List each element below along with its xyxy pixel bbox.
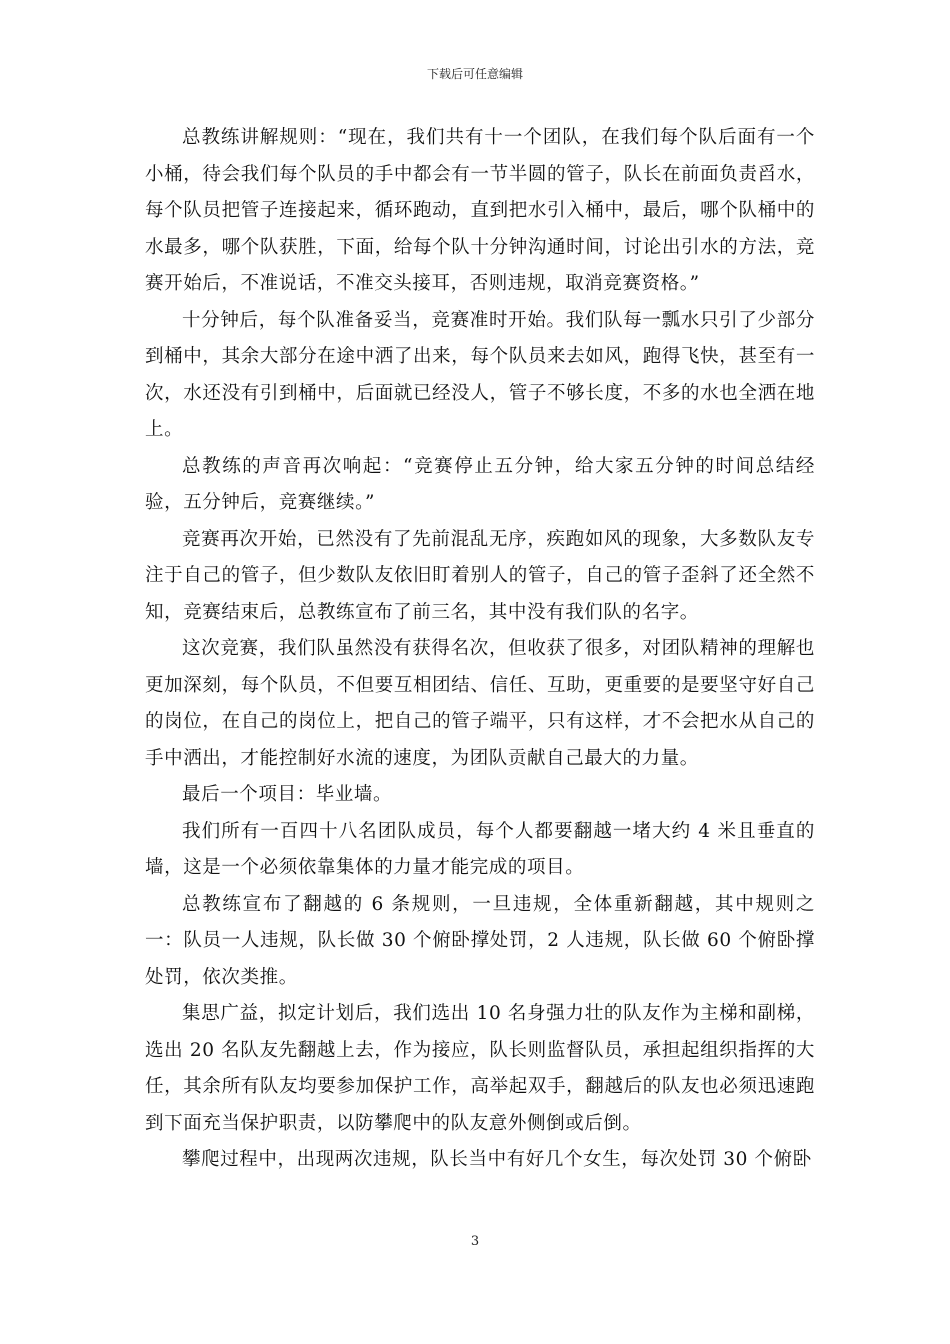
paragraph: 这次竞赛，我们队虽然没有获得名次，但收获了很多，对团队精神的理解也更加深刻，每个队员，不但要互相团结、信任、互助，更重要的是要坚守好自己的岗位，在自己的岗位上，把自己的管子端平，只有这样，才不会把水从自己的手中洒出，才能控制好水流的速度，为团队贡献自己最大的力量。 [145,638,815,769]
paragraph: 总教练讲解规则：“现在，我们共有十一个团队，在我们每个队后面有一个小桶，待会我们每个队员的手中都会有一节半圆的管子，队长在前面负责舀水，每个队员把管子连接起来，循环跑动，直到把水引入桶中，最后，哪个队桶中的水最多，哪个队获胜，下面，给每个队十分钟沟通时间，讨论出引水的方法，竞赛开始后，不准说话，不准交头接耳，否则违规，取消竞赛资格。” [145,127,815,294]
paragraph: 最后一个项目：毕业墙。 [182,784,393,805]
paragraph: 十分钟后，每个队准备妥当，竞赛准时开始。我们队每一瓢水只引了少部分到桶中，其余大部分在途中洒了出来，每个队员来去如风，跑得飞快，甚至有一次，水还没有引到桶中，后面就已经没人，管子不够长度，不多的水也全洒在地上。 [145,309,815,440]
paragraph: 竞赛再次开始，已然没有了先前混乱无序，疾跑如风的现象，大多数队友专注于自己的管子，但少数队友依旧盯着别人的管子，自己的管子歪斜了还全然不知，竞赛结束后，总教练宣布了前三名，其中没有我们队的名字。 [145,528,815,623]
page-header: 下载后可任意编辑 [426,67,523,81]
paragraph: 攀爬过程中，出现两次违规，队长当中有好几个女生，每次处罚 30 个俯卧 [182,1149,812,1170]
paragraph: 总教练的声音再次响起：“竞赛停止五分钟，给大家五分钟的时间总结经验，五分钟后，竞赛继续。” [145,455,815,513]
paragraph: 集思广益，拟定计划后，我们选出 10 名身强力壮的队友作为主梯和副梯，选出 20 名队友先翻越上去，作为接应，队长则监督队员，承担起组织指挥的大任，其余所有队友均要参加保护工作，高举起双手，翻越后的队友也必须迅速跑到下面充当保护职责，以防攀爬中的队友意外侧倒或后倒。 [145,1003,815,1134]
document-body [145,120,815,1179]
paragraph: 总教练宣布了翻越的 6 条规则，一旦违规，全体重新翻越，其中规则之一：队员一人违规，队长做 30 个俯卧撑处罚，2 人违规，队长做 60 个俯卧撑处罚，依次类推。 [145,893,815,988]
paragraph: 我们所有一百四十八名团队成员，每个人都要翻越一堵大约 4 米且垂直的墙，这是一个必须依靠集体的力量才能完成的项目。 [145,820,815,878]
page-number: 3 [470,1234,480,1249]
